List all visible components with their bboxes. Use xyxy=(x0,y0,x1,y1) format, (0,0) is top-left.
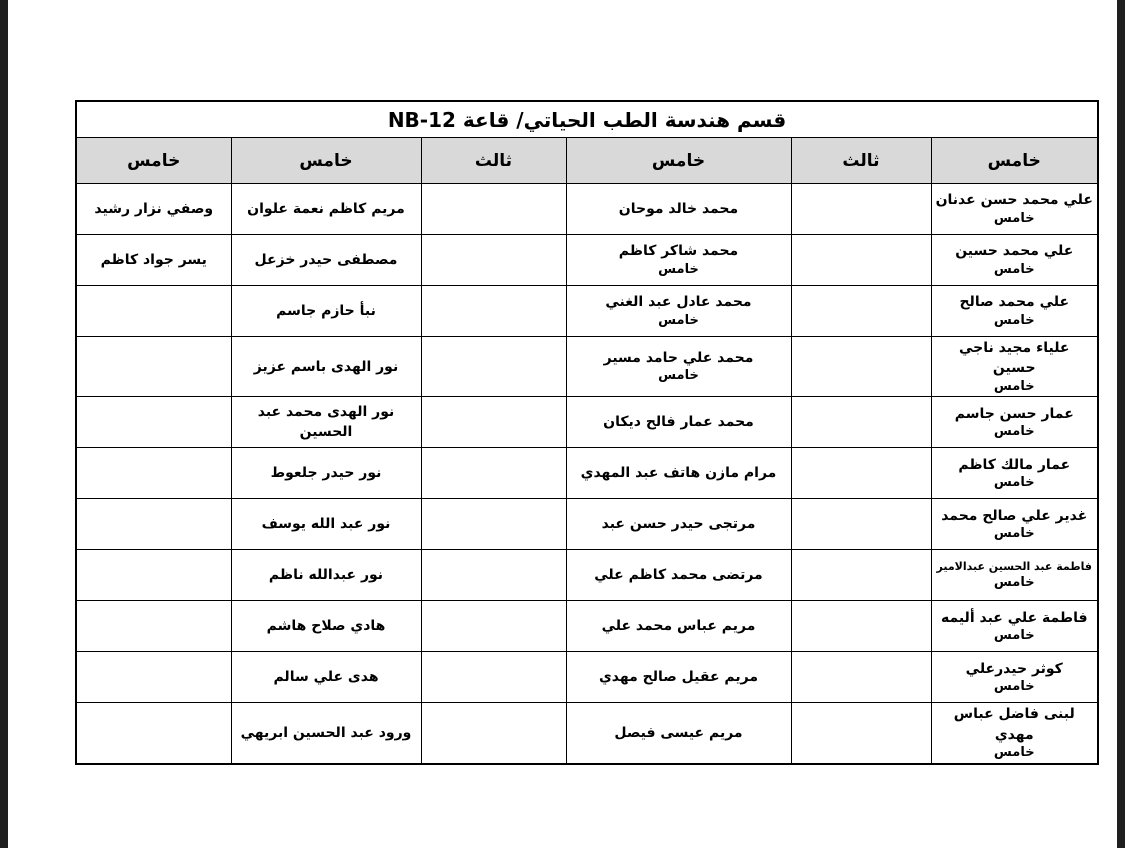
student-cell xyxy=(566,601,791,652)
stage-label: خامس xyxy=(993,475,1035,491)
stage-label: خامس xyxy=(658,261,699,277)
student-cell xyxy=(931,601,1098,652)
student-name: وصفي نزار رشيد xyxy=(94,200,214,217)
student-name: مرتجى حيدر حسن عبد xyxy=(601,516,756,533)
student-name: مرام مازن هاتف عبد المهدي xyxy=(580,465,777,482)
student-name: علي محمد حسين xyxy=(955,243,1074,260)
empty-cell xyxy=(76,499,231,550)
student-cell xyxy=(566,652,791,703)
empty-cell xyxy=(76,550,231,601)
student-name: محمد عمار فالح ديكان xyxy=(603,414,754,431)
student-name: محمد خالد موحان xyxy=(618,200,739,217)
student-cell xyxy=(566,286,791,337)
student-name: مريم كاظم نعمة علوان xyxy=(247,200,405,217)
empty-cell xyxy=(791,550,931,601)
table-row xyxy=(76,184,1098,235)
column-header-stage: خامس xyxy=(931,138,1098,184)
stage-label: خامس xyxy=(993,312,1035,328)
stage-label: خامس xyxy=(993,679,1035,695)
student-name: غدير علي صالح محمد xyxy=(941,507,1088,524)
empty-cell xyxy=(76,286,231,337)
student-cell xyxy=(566,703,791,764)
student-cell xyxy=(931,184,1098,235)
stage-label: خامس xyxy=(993,628,1035,644)
student-cell xyxy=(76,235,231,286)
empty-cell xyxy=(421,235,566,286)
student-name: عمار مالك كاظم xyxy=(958,456,1071,473)
student-cell xyxy=(566,499,791,550)
table-row xyxy=(76,652,1098,703)
student-name: علياء مجيد ناجي حسين xyxy=(959,340,1070,377)
student-name: مريم عباس محمد علي xyxy=(601,618,756,635)
student-cell xyxy=(566,550,791,601)
student-name: محمد شاكر كاظم xyxy=(618,243,739,260)
student-cell xyxy=(76,184,231,235)
empty-cell xyxy=(791,235,931,286)
empty-cell xyxy=(421,286,566,337)
student-cell xyxy=(566,184,791,235)
student-cell xyxy=(231,448,421,499)
student-cell xyxy=(231,703,421,764)
empty-cell xyxy=(421,703,566,764)
empty-cell xyxy=(76,652,231,703)
student-cell xyxy=(231,601,421,652)
student-cell xyxy=(566,448,791,499)
student-cell xyxy=(931,652,1098,703)
empty-cell xyxy=(421,337,566,397)
student-name: عمار حسن جاسم xyxy=(954,405,1074,422)
header-row xyxy=(76,138,1098,184)
student-name: مصطفى حيدر خزعل xyxy=(254,251,398,268)
column-header-stage: خامس xyxy=(231,138,421,184)
student-name: نور الهدى باسم عزيز xyxy=(253,358,399,375)
table-row xyxy=(76,703,1098,764)
empty-cell xyxy=(76,601,231,652)
stage-label: خامس xyxy=(993,210,1035,226)
student-cell xyxy=(231,550,421,601)
page-title: قسم هندسة الطب الحياتي/ قاعة NB-12 xyxy=(76,101,1098,138)
student-name: علي محمد صالح xyxy=(959,294,1070,311)
empty-cell xyxy=(76,703,231,764)
student-name: كوثر حيدرعلي xyxy=(965,660,1063,677)
right-edge-bar xyxy=(1117,0,1125,848)
student-name: محمد عادل عبد الغني xyxy=(605,294,752,311)
student-cell xyxy=(231,397,421,448)
student-name: فاطمة علي عبد أليمه xyxy=(940,609,1088,626)
student-name: محمد علي حامد مسير xyxy=(603,350,754,367)
empty-cell xyxy=(421,499,566,550)
student-cell xyxy=(231,499,421,550)
student-name: لبنى فاضل عباس مهدي xyxy=(953,706,1075,743)
student-name: يسر جواد كاظم xyxy=(100,251,207,268)
student-name: هدى علي سالم xyxy=(273,669,379,686)
empty-cell xyxy=(791,448,931,499)
left-edge-bar xyxy=(0,0,8,848)
column-header-stage: خامس xyxy=(566,138,791,184)
column-header-stage: خامس xyxy=(76,138,231,184)
stage-label: خامس xyxy=(993,261,1035,277)
empty-cell xyxy=(76,337,231,397)
student-name: نبأ حازم جاسم xyxy=(276,302,376,319)
student-cell xyxy=(931,499,1098,550)
student-cell xyxy=(231,652,421,703)
student-cell xyxy=(566,235,791,286)
table-row xyxy=(76,499,1098,550)
student-name: مرتضى محمد كاظم علي xyxy=(594,567,763,584)
student-name: نور عبد الله يوسف xyxy=(261,516,391,533)
table-row xyxy=(76,448,1098,499)
student-name: نور حيدر جلعوط xyxy=(270,465,382,482)
student-name: فاطمة عبد الحسين عبدالامير xyxy=(936,560,1092,574)
empty-cell xyxy=(791,397,931,448)
empty-cell xyxy=(421,448,566,499)
student-name: ورود عبد الحسين ابريهي xyxy=(240,725,412,742)
column-header-stage: ثالث xyxy=(421,138,566,184)
empty-cell xyxy=(791,652,931,703)
empty-cell xyxy=(791,337,931,397)
student-name: مريم عقيل صالح مهدي xyxy=(598,669,759,686)
student-name: نور عبدالله ناظم xyxy=(268,567,384,584)
student-cell xyxy=(231,337,421,397)
empty-cell xyxy=(791,499,931,550)
empty-cell xyxy=(421,184,566,235)
student-cell xyxy=(231,184,421,235)
student-cell xyxy=(931,397,1098,448)
document-sheet xyxy=(75,100,1099,765)
stage-label: خامس xyxy=(993,424,1035,440)
empty-cell xyxy=(791,601,931,652)
table-row xyxy=(76,397,1098,448)
table-row xyxy=(76,286,1098,337)
student-name: علي محمد حسن عدنان xyxy=(935,192,1093,209)
student-cell xyxy=(931,703,1098,764)
column-header-stage: ثالث xyxy=(791,138,931,184)
table-row xyxy=(76,235,1098,286)
empty-cell xyxy=(76,448,231,499)
table-row xyxy=(76,601,1098,652)
student-name: هادي صلاح هاشم xyxy=(266,618,386,635)
student-cell xyxy=(566,397,791,448)
empty-cell xyxy=(421,601,566,652)
stage-label: خامس xyxy=(658,312,699,328)
empty-cell xyxy=(421,397,566,448)
student-name: نور الهدى محمد عبد الحسين xyxy=(257,404,395,441)
empty-cell xyxy=(791,184,931,235)
student-cell xyxy=(931,448,1098,499)
stage-label: خامس xyxy=(658,368,699,384)
table-row xyxy=(76,550,1098,601)
empty-cell xyxy=(421,652,566,703)
stage-label: خامس xyxy=(993,378,1035,394)
student-name: مريم عيسى فيصل xyxy=(614,725,743,742)
stage-label: خامس xyxy=(993,745,1035,761)
student-cell xyxy=(931,550,1098,601)
student-cell xyxy=(231,286,421,337)
empty-cell xyxy=(76,397,231,448)
student-cell xyxy=(931,337,1098,397)
title-row xyxy=(76,101,1098,138)
student-cell xyxy=(231,235,421,286)
student-cell xyxy=(566,337,791,397)
empty-cell xyxy=(791,703,931,764)
hall-assignment-table xyxy=(75,100,1099,765)
stage-label: خامس xyxy=(993,575,1035,590)
stage-label: خامس xyxy=(993,526,1035,542)
empty-cell xyxy=(791,286,931,337)
student-cell xyxy=(931,235,1098,286)
table-row xyxy=(76,337,1098,397)
empty-cell xyxy=(421,550,566,601)
student-cell xyxy=(931,286,1098,337)
